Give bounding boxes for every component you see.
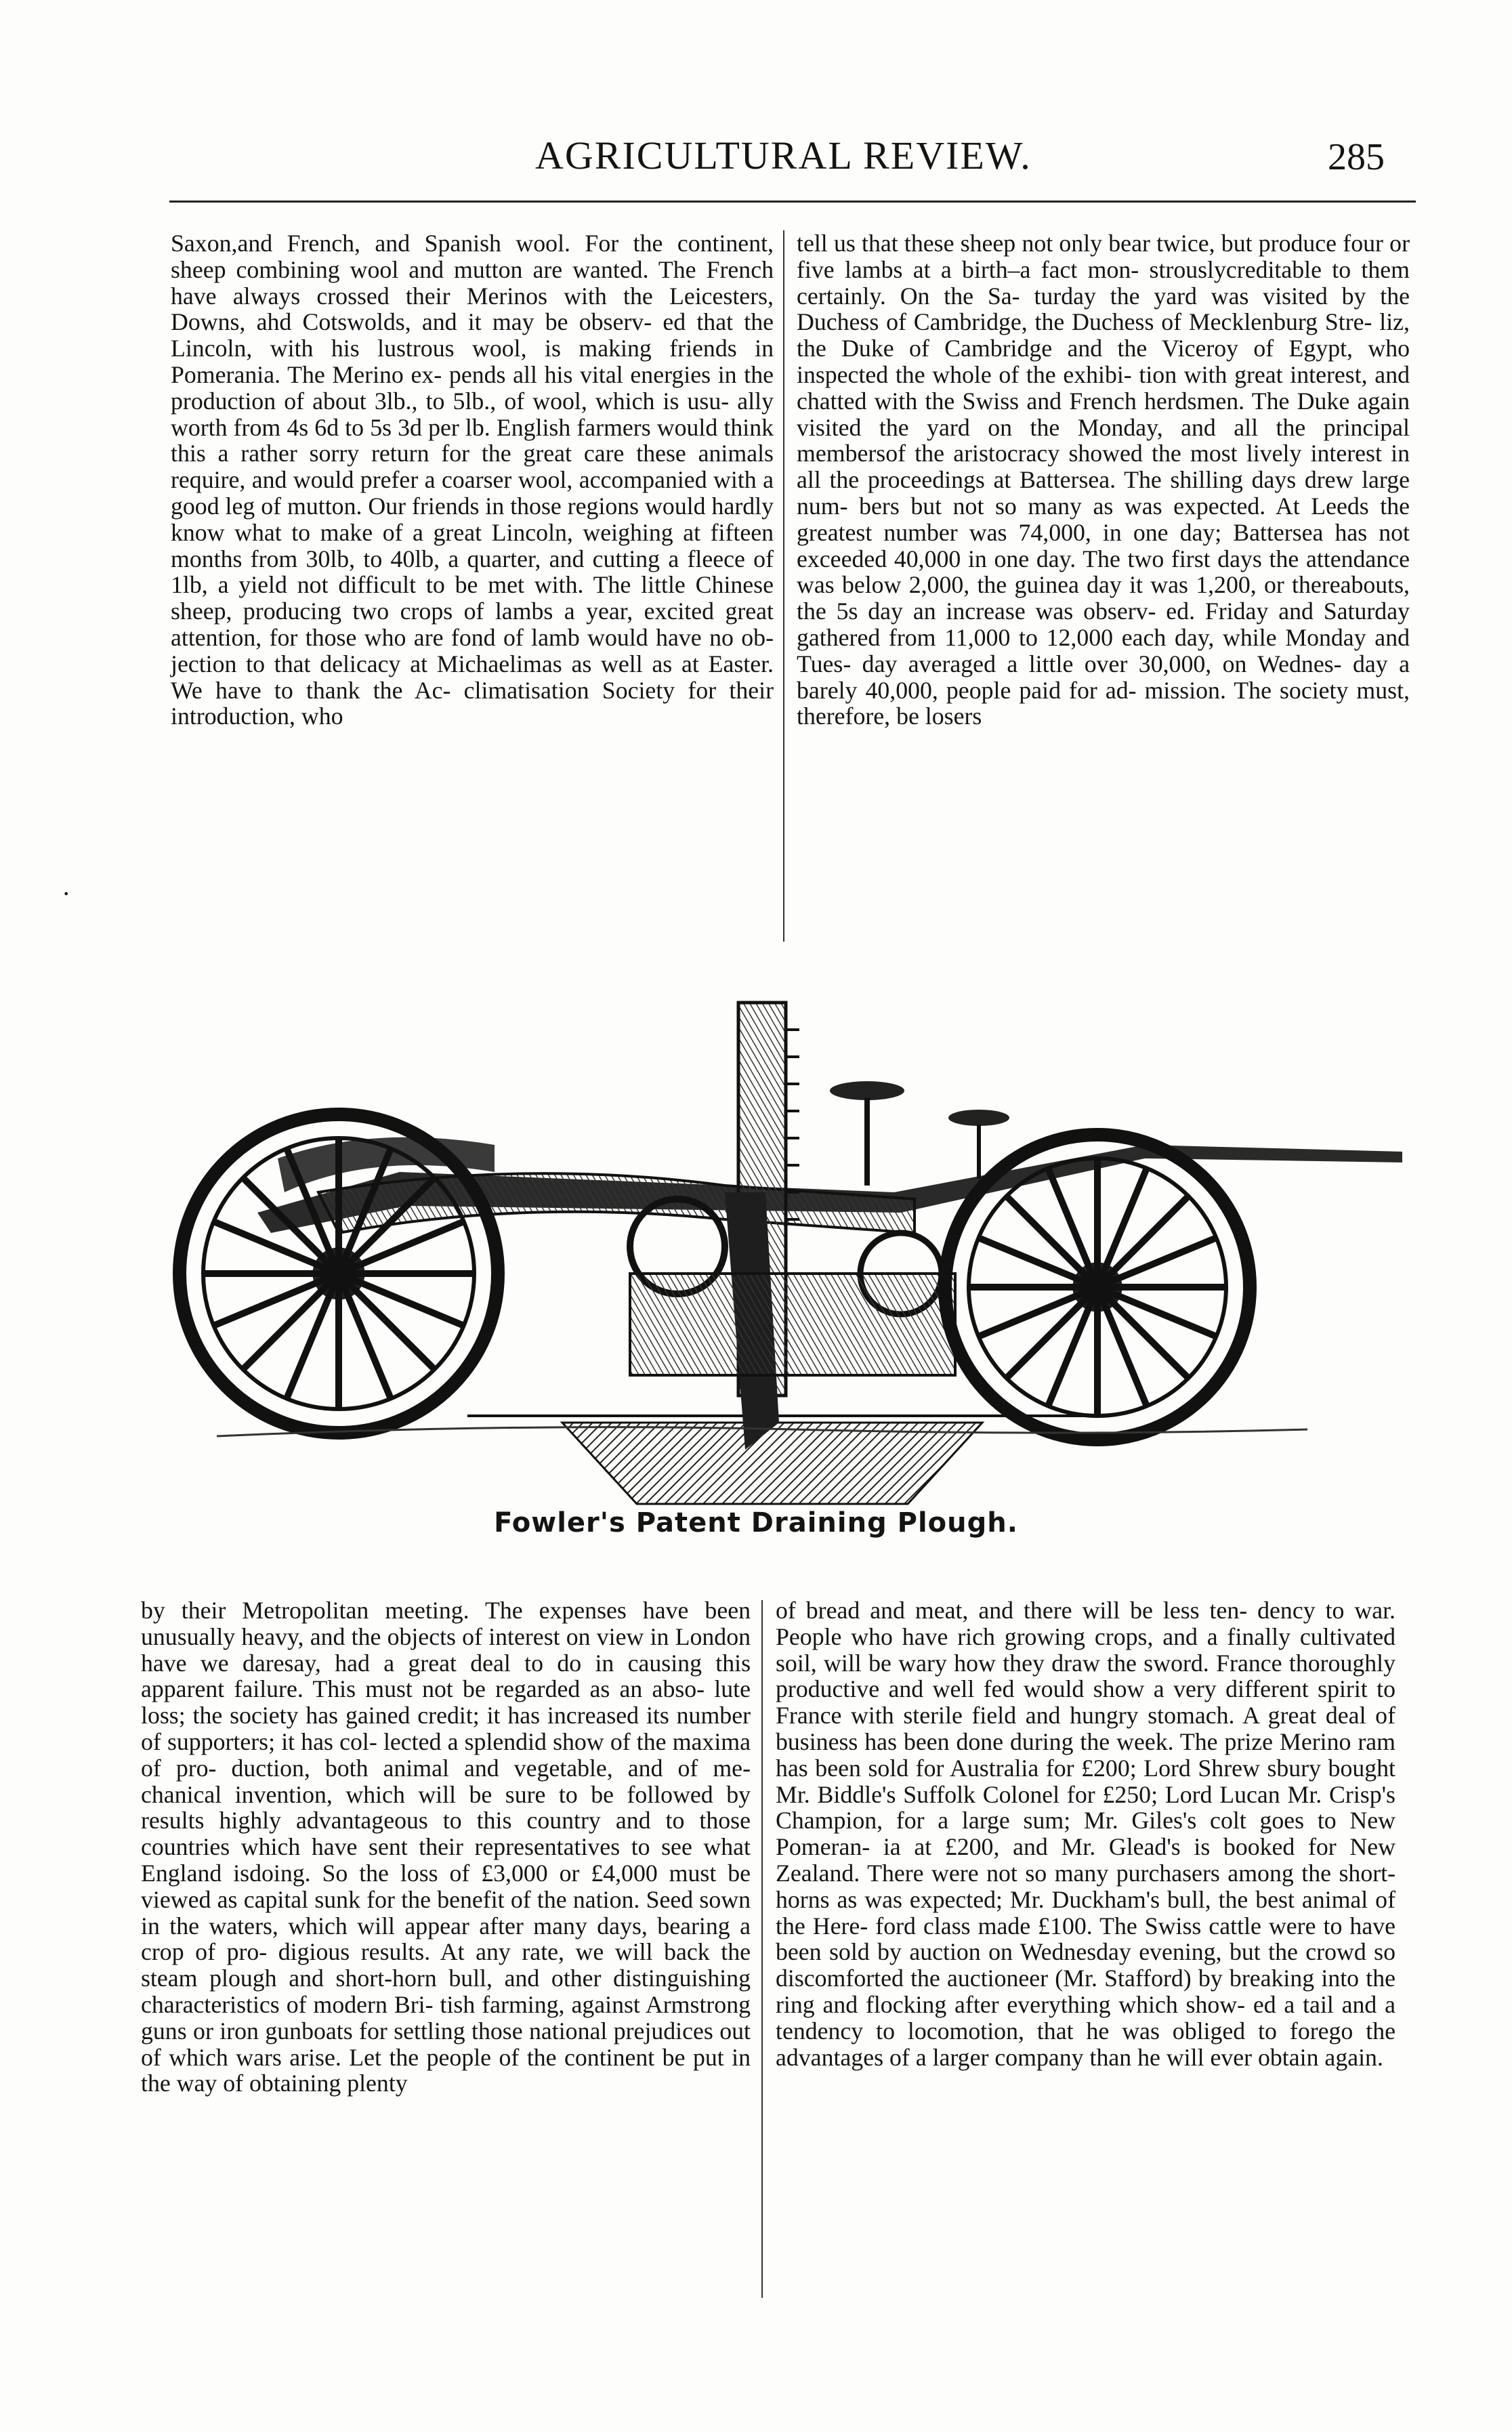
paragraph-bottom-left: by their Metropolitan meeting. The expenses have been unusually heavy, and the objects of interest on view in London have we daresay, had a great deal to do in causing this apparent failure. This must not be regarded as an abso- lute loss; the society has gained credit; it has increased its number of supporters; it has col- lected a splendid show of the maxima of pro- duction, both animal and vegetable, and of me- chanical invention, which will be sure to be followed by results highly advantageous to this country and to those countries which have sent their representatives to see what England isdoing. So the loss of £3,000 or £4,000 must be viewed as capital sunk for the benefit of the nation. Seed sown in the waters, which will appear after many days, bearing a crop of pro- digious results. At any rate, we will back the steam plough and short-horn bull, and other distinguishing characteristics of modern Bri- tish farming, against Armstrong guns or iron gunboats for settling those national prejudices out of which wars arise. Let the people of the continent be put in the way of obtaining plenty [141,1597,751,2097]
column-top-left [171,230,774,948]
column-divider-bottom [761,1600,763,2298]
paragraph-bottom-right: of bread and meat, and there will be less ten- dency to war. People who have rich growing crops, and a finally cultivated soil, will be wary how they draw the sword. France thoroughly productive and well fed would show a very different spirit to France with sterile field and hungry stomach. A great deal of business has been done during the week. The prize Merino ram has been sold for Australia for £200; Lord Shrew sbury bought Mr. Biddle's Suffolk Colonel for £250; Lord Lucan Mr. Crisp's Champion, for a large sum; Mr. Giles's colt goes to New Pomeran- ia at £200, and Mr. Glead's is booked for New Zealand. There were not so many purchasers among the short-horns as was expected; Mr. Duckham's bull, the best animal of the Here- ford class made £100. The Swiss cattle were to have been sold by auction on Wednesday evening, but the crowd so discomforted the auctioneer (Mr. Stafford) by breaking into the ring and flocking after everything which show- ed a tail and a tendency to locomotion, that he was obliged to forego the advantages of a larger company than he will ever obtain again. [776,1597,1395,2071]
column-bottom-left [141,1597,751,2315]
page-number: 285 [1328,136,1385,178]
column-top-right [797,230,1410,948]
running-title: AGRICULTURAL REVIEW. [535,133,1032,177]
column-divider-top [783,230,784,942]
page-header [0,114,1512,188]
figure-caption: Fowler's Patent Draining Plough. [494,1507,1018,1538]
paragraph-top-left: Saxon,and French, and Spanish wool. For the continent, sheep combining wool and mutton are wanted. The French have always crossed their Merinos with the Leicesters, Downs, ahd Cotswolds, and it may be observ- ed that the Lincoln, with his lustrous wool, is making friends in Pomerania. The Merino ex- pends all his vital energies in the production of about 3lb., to 5lb., of wool, which is usu- ally worth from 4s 6d to 5s 3d per lb. English farmers would think this a rather sorry return for the great care these animals require, and would prefer a coarser wool, accompanied with a good leg of mutton. Our friends in those regions would hardly know what to make of a great Lincoln, weighing at fifteen months from 30lb, to 40lb, a quarter, and cutting a fleece of 1lb, a yield not difficult to be met with. The little Chinese sheep, producing two crops of lambs a year, excited great attention, for those who are fond of lamb would have no ob- jection to that delicacy at Michaelimas as well as at Easter. We have to thank the Ac- climatisation Society for their introduction, who [171,230,774,730]
header-rule [169,201,1416,203]
draining-plough-engraving-icon [115,989,1416,1531]
margin-dot: · [62,881,70,908]
paragraph-top-right: tell us that these sheep not only bear twice, but produce four or five lambs at a birth–a fact mon- strouslycreditable to them certainly. On the Sa- turday the yard was visited by the Duchess of Cambridge, the Duchess of Mecklenburg Stre- liz, the Duke of Cambridge and the Viceroy of Egypt, who inspected the whole of the exhibi- tion with great interest, and chatted with the Swiss and French herdsmen. The Duke again visited the yard on the Monday, and all the principal membersof the aristocracy showed the most lively interest in all the proceedings at Battersea. The shilling days drew large num- bers but not so many as was expected. At Leeds the greatest number was 74,000, in one day; Battersea has not exceeded 40,000 in one day. The two first days the attendance was below 2,000, the guinea day it was 1,200, or thereabouts, the 5s day an increase was observ- ed. Friday and Saturday gathered from 11,000 to 12,000 each day, while Monday and Tues- day averaged a little over 30,000, on Wednes- day a barely 40,000, people paid for ad- mission. The society must, therefore, be losers [797,230,1410,730]
column-bottom-right [776,1597,1395,2315]
